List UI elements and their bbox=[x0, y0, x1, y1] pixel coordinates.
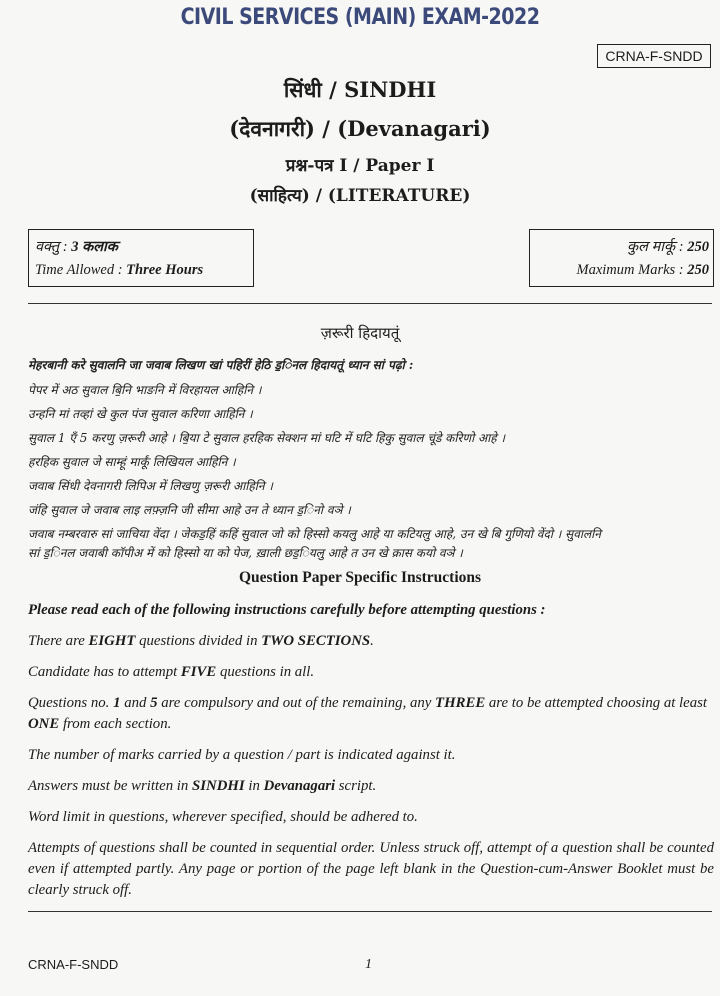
english-intro: Please read each of the following instructions carefully before attempting questions : bbox=[28, 602, 546, 618]
sindhi-line: जवाब सिंधी देवनागरी लिपिअ में लिखणु ज़रूरी आहिनि । bbox=[28, 479, 273, 493]
script-title: (देवनागरी) / (Devanagari) bbox=[229, 116, 491, 141]
sindhi-line: जंहि सुवाल जे जवाब लाइ लफ़्ज़नि जी सीमा आहे उन ते ध्यान ड॒िनो वञे । bbox=[28, 503, 351, 517]
sindhi-line: पेपर में अठ सुवाल बि॒नि भाङनि में विरहायल आहिनि । bbox=[28, 383, 262, 397]
marks-english: Maximum Marks : 250 bbox=[576, 262, 709, 278]
sindhi-line: सुवाल 1 एँ 5 करणु ज़रूरी आहे । बि॒या टे सुवाल हरहिक सेक्शन मां घटि में घटि हिकु सुवाल चूंडे करिणो आहे । bbox=[28, 431, 506, 445]
page-number: 1 bbox=[365, 957, 372, 972]
paper-code-box: CRNA-F-SNDD bbox=[597, 44, 711, 68]
divider-top bbox=[28, 303, 712, 304]
paper-title: प्रश्न-पत्र I / Paper I bbox=[285, 156, 435, 176]
sindhi-line: जवाब नम्बरवारु सां जाचिया वेंदा । जेकड॒हिं कहिं सुवाल जो को हिस्सो कयलु आहे या कटियलु आहे, उन खे बि गुणियो वेंदो । सुवालनि bbox=[28, 527, 601, 541]
footer-paper-code: CRNA-F-SNDD bbox=[28, 957, 119, 972]
section-title: (साहित्य) / (LITERATURE) bbox=[249, 186, 471, 206]
instruction-marks: The number of marks carried by a question / part is indicated against it. bbox=[28, 747, 456, 763]
time-english: Time Allowed : Three Hours bbox=[35, 262, 204, 278]
instruction-language: Answers must be written in SINDHI in Devanagari script. bbox=[28, 778, 377, 794]
instruction-compulsory: Questions no. 1 and 5 are compulsory and out of the remaining, any THREE are to be attempted choosing at least ONE from each section. bbox=[28, 695, 707, 732]
time-allowed-box bbox=[28, 229, 254, 287]
instruction-attempt-count: Candidate has to attempt FIVE questions in all. bbox=[28, 664, 315, 680]
instruction-sections: There are EIGHT questions divided in TWO SECTIONS. bbox=[28, 633, 374, 649]
divider-bottom bbox=[28, 911, 712, 912]
sindhi-instructions-heading: ज़रूरी हिदायतूं bbox=[320, 324, 400, 342]
time-hindi: वक्तु : 3 कलाक bbox=[35, 239, 118, 255]
instruction-sequential: Attempts of questions shall be counted in sequential order. Unless struck off, attempt of a question shall be counted even if attempted partly. Any page or portion of the page left blank in the Question-cum-Answer Booklet must be clearly struck off. bbox=[28, 840, 714, 898]
sindhi-line: हरहिक सुवाल जे साम्हूं मार्कूं लिखियल आहिनि । bbox=[28, 455, 236, 469]
subject-title: सिंधी / SINDHI bbox=[283, 77, 437, 102]
max-marks-box bbox=[529, 229, 714, 287]
sindhi-intro: मेहरबानी करे सुवालनि जा जवाब लिखण खां पहिरीं हेठि ड॒िनल हिदायतूं ध्यान सां पढ़ो : bbox=[28, 358, 414, 372]
exam-stamp: CIVIL SERVICES (MAIN) EXAM-2022 bbox=[180, 4, 540, 30]
sindhi-line: सां ड॒िनल जवाबी कॉपीअ में को हिस्सो या को पेज, ख़ाली छड॒ियलु आहे त उन खे क्रास कयो वञे । bbox=[28, 546, 463, 560]
marks-hindi: कुल मार्कू : 250 bbox=[627, 239, 709, 255]
english-instructions-heading: Question Paper Specific Instructions bbox=[238, 569, 482, 586]
instruction-word-limit: Word limit in questions, wherever specified, should be adhered to. bbox=[28, 809, 418, 825]
sindhi-line: उन्हनि मां तव्हां खे कुल पंज सुवाल करिणा आहिनि । bbox=[28, 407, 253, 421]
